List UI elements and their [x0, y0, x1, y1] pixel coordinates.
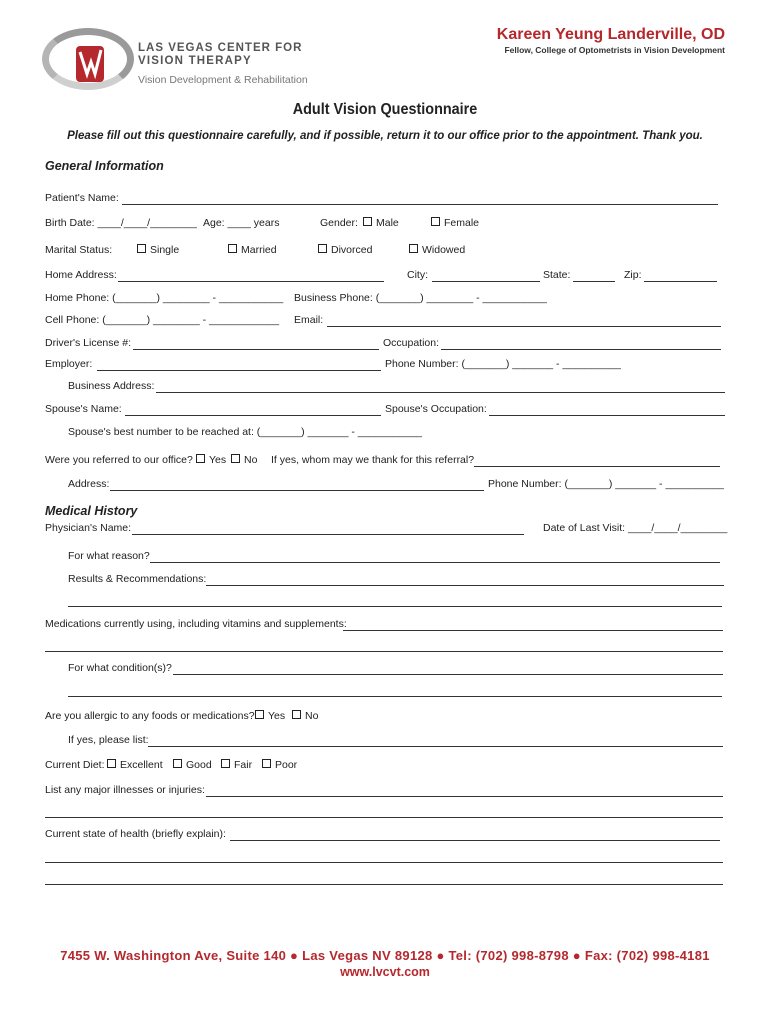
referred-no-checkbox[interactable] [231, 454, 257, 466]
spouse-number-field[interactable]: Spouse's best number to be reached at: (_______) _______ - ___________ [68, 426, 423, 438]
state-field[interactable] [573, 281, 615, 282]
referred-no-label: No [244, 454, 258, 466]
city-label: City: [407, 269, 428, 281]
cell-phone-field[interactable]: Cell Phone: (_______) ________ - ____________ [45, 314, 280, 326]
married-label: Married [241, 244, 277, 256]
medications-label: Medications currently using, including vitamins and supplements: [45, 618, 347, 630]
page-title: Adult Vision Questionnaire [292, 101, 478, 118]
spouse-occupation-label: Spouse's Occupation: [385, 403, 487, 415]
age-field[interactable]: Age: ____ years [203, 217, 280, 229]
referred-label: Were you referred to our office? [45, 454, 193, 466]
allergy-list-label: If yes, please list: [68, 734, 149, 746]
referral-address-label: Address: [68, 478, 110, 490]
widowed-label: Widowed [422, 244, 466, 256]
email-label: Email: [294, 314, 324, 326]
state-label: State: [543, 269, 571, 281]
physician-name-label: Physician's Name: [45, 522, 132, 534]
results-field[interactable] [206, 585, 724, 586]
allergic-label: Are you allergic to any foods or medications? [45, 710, 255, 722]
illnesses-field-line2[interactable] [45, 817, 723, 818]
male-checkbox[interactable] [363, 217, 399, 229]
diet-good-label: Good [186, 759, 212, 771]
occupation-label: Occupation: [383, 337, 440, 349]
physician-name-field[interactable] [132, 534, 524, 535]
health-state-field-line2[interactable] [45, 862, 723, 863]
condition-label: For what condition(s)? [68, 662, 172, 674]
illnesses-label: List any major illnesses or injuries: [45, 784, 205, 796]
drivers-license-field[interactable] [133, 349, 379, 350]
doctor-title: Fellow, College of Optometrists in Vision Development [504, 45, 725, 55]
single-label: Single [150, 244, 180, 256]
marital-status-label: Marital Status: [45, 244, 113, 256]
spouse-name-field[interactable] [125, 415, 381, 416]
health-state-label: Current state of health (briefly explain): [45, 828, 226, 840]
business-address-field[interactable] [156, 392, 725, 393]
spouse-occupation-field[interactable] [489, 415, 725, 416]
zip-field[interactable] [644, 281, 717, 282]
visit-reason-label: For what reason? [68, 550, 150, 562]
patient-name-field[interactable] [122, 204, 718, 205]
business-phone-field[interactable]: Business Phone: (_______) ________ - ___________ [294, 292, 547, 304]
last-visit-field[interactable]: Date of Last Visit: ____/____/________ [543, 522, 728, 534]
referral-address-field[interactable] [110, 490, 484, 491]
org-name-line2: VISION THERAPY [138, 55, 252, 67]
home-address-label: Home Address: [45, 269, 117, 281]
org-name-line1: LAS VEGAS CENTER FOR [138, 42, 303, 54]
allergy-list-field[interactable] [148, 746, 723, 747]
single-checkbox[interactable] [137, 244, 179, 256]
footer-website: www.lvcvt.com [340, 965, 430, 979]
diet-fair-label: Fair [234, 759, 253, 771]
illnesses-field[interactable] [206, 796, 723, 797]
allergic-yes-checkbox[interactable] [255, 710, 285, 722]
section-heading-general: General Information [45, 159, 164, 173]
business-address-label: Business Address: [68, 380, 155, 392]
drivers-license-label: Driver's License #: [45, 337, 132, 349]
diet-poor-checkbox[interactable] [262, 759, 297, 771]
diet-excellent-label: Excellent [120, 759, 163, 771]
medications-field-line2[interactable] [45, 651, 723, 652]
employer-phone-field[interactable]: Phone Number: (_______) _______ - __________ [385, 358, 621, 370]
medications-field[interactable] [343, 630, 723, 631]
allergic-no-checkbox[interactable] [292, 710, 318, 722]
condition-field[interactable] [173, 674, 723, 675]
current-diet-label: Current Diet: [45, 759, 105, 771]
email-field[interactable] [327, 326, 721, 327]
results-field-line2[interactable] [68, 606, 722, 607]
referred-yes-label: Yes [209, 454, 227, 466]
diet-excellent-checkbox[interactable] [107, 759, 163, 771]
birth-date-field[interactable]: Birth Date: ____/____/________ [45, 217, 197, 229]
condition-field-line2[interactable] [68, 696, 722, 697]
intro-text: Please fill out this questionnaire carefully, and if possible, return it to our office prior to the appointment. Thank you. [67, 130, 703, 142]
referral-phone-field[interactable]: Phone Number: (_______) _______ - __________ [488, 478, 724, 490]
employer-field[interactable] [97, 370, 381, 371]
spouse-name-label: Spouse's Name: [45, 403, 122, 415]
referral-thanks-field[interactable] [474, 466, 720, 467]
employer-label: Employer: [45, 358, 93, 370]
allergic-no-label: No [305, 710, 319, 722]
male-label: Male [376, 217, 399, 229]
female-checkbox[interactable] [431, 217, 479, 229]
patient-name-label: Patient's Name: [45, 192, 119, 204]
zip-label: Zip: [624, 269, 642, 281]
city-field[interactable] [432, 281, 540, 282]
health-state-field[interactable] [230, 840, 720, 841]
referral-thanks-label: If yes, whom may we thank for this referral? [271, 454, 475, 466]
allergic-yes-label: Yes [268, 710, 286, 722]
widowed-checkbox[interactable] [409, 244, 465, 256]
gender-label: Gender: [320, 217, 358, 229]
diet-fair-checkbox[interactable] [221, 759, 252, 771]
section-heading-medical: Medical History [45, 504, 138, 518]
married-checkbox[interactable] [228, 244, 277, 256]
diet-poor-label: Poor [275, 759, 298, 771]
results-label: Results & Recommendations: [68, 573, 207, 585]
referred-yes-checkbox[interactable] [196, 454, 226, 466]
diet-good-checkbox[interactable] [173, 759, 212, 771]
visit-reason-field[interactable] [150, 562, 720, 563]
logo-icon [72, 40, 108, 88]
home-address-field[interactable] [118, 281, 384, 282]
health-state-field-line3[interactable] [45, 884, 723, 885]
female-label: Female [444, 217, 480, 229]
divorced-checkbox[interactable] [318, 244, 372, 256]
doctor-name: Kareen Yeung Landerville, OD [496, 26, 725, 43]
org-tagline: Vision Development & Rehabilitation [138, 74, 308, 86]
occupation-field[interactable] [441, 349, 721, 350]
divorced-label: Divorced [331, 244, 373, 256]
footer-address: 7455 W. Washington Ave, Suite 140 ● Las Vegas NV 89128 ● Tel: (702) 998-8798 ● Fax: (702) 998-4181 [60, 948, 710, 963]
home-phone-field[interactable]: Home Phone: (_______) ________ - ___________ [45, 292, 284, 304]
